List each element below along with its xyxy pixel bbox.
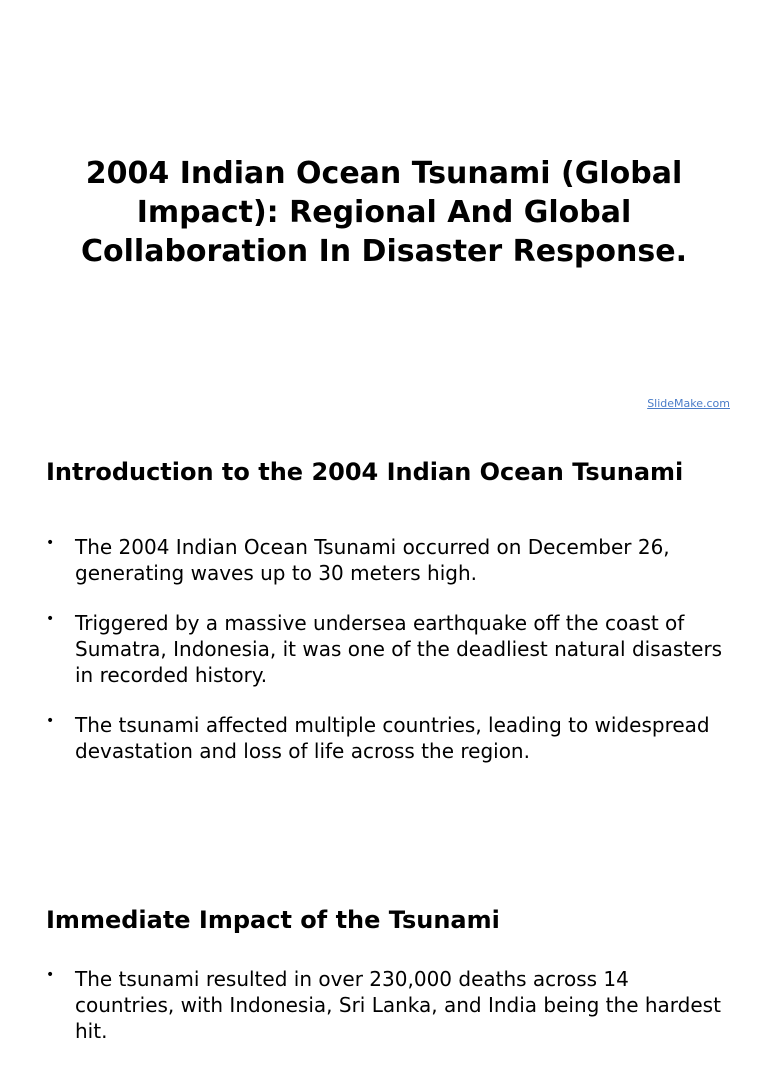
bullet-icon: • bbox=[46, 535, 55, 551]
list-item bbox=[46, 610, 726, 688]
bullet-icon: • bbox=[46, 967, 55, 983]
list-item-text: The tsunami affected multiple countries, leading to widespread devastation and loss of life across the region. bbox=[75, 713, 710, 763]
list-item bbox=[46, 966, 726, 1044]
list-item bbox=[46, 534, 726, 586]
list-item-text: Triggered by a massive undersea earthquake off the coast of Sumatra, Indonesia, it was one of the deadliest natural disasters in recorded history. bbox=[75, 611, 723, 687]
section-heading-introduction: Introduction to the 2004 Indian Ocean Tsunami bbox=[46, 458, 684, 486]
bullet-icon: • bbox=[46, 611, 55, 627]
list-item bbox=[46, 712, 726, 764]
bullet-list-immediate-impact bbox=[46, 966, 726, 1068]
slidemake-link[interactable]: SlideMake.com bbox=[647, 397, 730, 410]
bullet-list-introduction bbox=[46, 534, 726, 788]
bullet-icon: • bbox=[46, 713, 55, 729]
list-item-text: The tsunami resulted in over 230,000 deaths across 14 countries, with Indonesia, Sri Lanka, and India being the hardest hit. bbox=[75, 967, 721, 1043]
document-title: 2004 Indian Ocean Tsunami (Global Impact): Regional And Global Collaboration In Disaster Response. bbox=[81, 156, 687, 269]
list-item-text: The 2004 Indian Ocean Tsunami occurred on December 26, generating waves up to 30 meters high. bbox=[75, 535, 670, 585]
section-heading-immediate-impact: Immediate Impact of the Tsunami bbox=[46, 906, 500, 934]
